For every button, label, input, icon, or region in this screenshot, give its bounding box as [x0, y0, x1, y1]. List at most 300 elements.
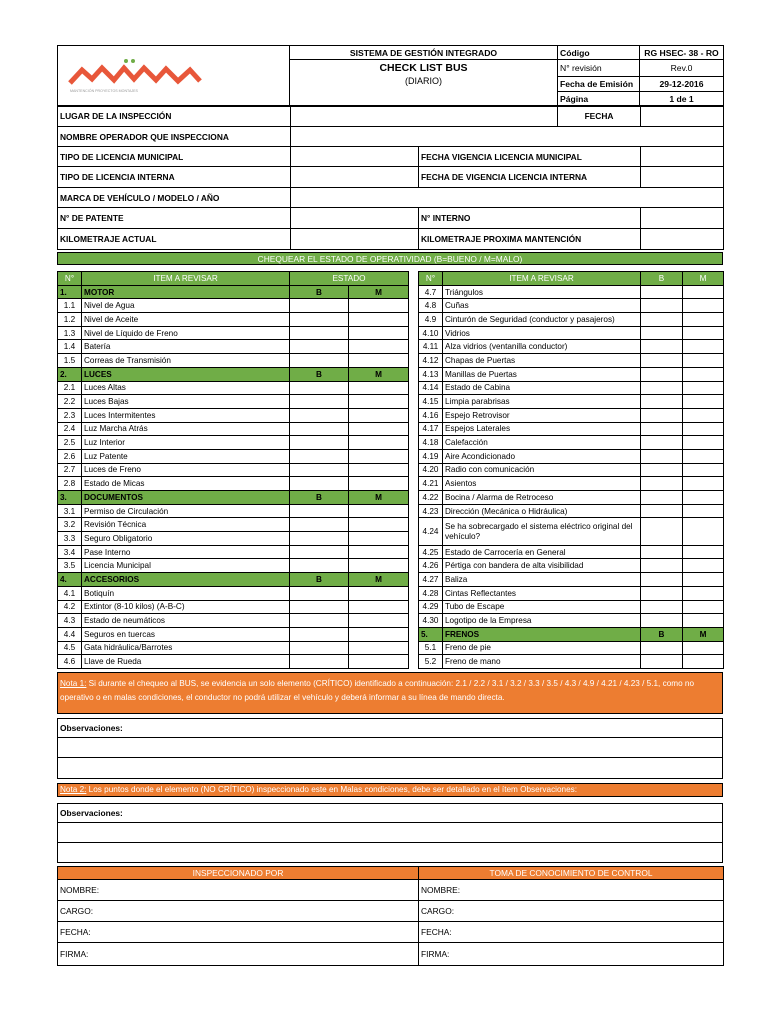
item-number: 4.17: [419, 422, 443, 436]
field-cargo-right[interactable]: CARGO:: [419, 901, 724, 922]
section-m-label: M: [349, 285, 409, 299]
check-b-cell[interactable]: [641, 285, 683, 299]
check-b-cell[interactable]: [641, 367, 683, 381]
check-b-cell[interactable]: [290, 518, 349, 532]
checklist-row: [58, 422, 409, 436]
checklist-row: [419, 299, 724, 313]
check-m-cell[interactable]: [683, 559, 724, 573]
check-m-cell[interactable]: [683, 326, 724, 340]
item-number: 4.19: [419, 449, 443, 463]
check-m-cell[interactable]: [683, 422, 724, 436]
check-b-cell[interactable]: [290, 627, 349, 641]
checklist-row: [419, 518, 724, 545]
col-estado-header: ESTADO: [290, 272, 409, 286]
field-firma-left[interactable]: FIRMA:: [58, 943, 419, 966]
item-number: 2.2: [58, 395, 82, 409]
item-number: 4.29: [419, 600, 443, 614]
checklist-row: [419, 463, 724, 477]
check-b-cell[interactable]: [290, 449, 349, 463]
item-number: 4.2: [58, 600, 82, 614]
col-item-header: ITEM A REVISAR: [443, 272, 641, 286]
check-b-cell[interactable]: [641, 395, 683, 409]
check-m-cell[interactable]: [349, 600, 409, 614]
section-row: [58, 367, 409, 381]
check-b-cell[interactable]: [290, 408, 349, 422]
field-fecha[interactable]: [641, 106, 724, 127]
checklist-row: [419, 614, 724, 628]
item-number: 4.8: [419, 299, 443, 313]
label-fecha: FECHA: [558, 106, 641, 127]
item-number: 1.2: [58, 313, 82, 327]
field-operador[interactable]: [291, 127, 724, 147]
meta-label: Fecha de Emisión: [558, 77, 640, 92]
check-m-cell[interactable]: [683, 614, 724, 628]
check-b-cell[interactable]: [641, 449, 683, 463]
field-vig-interna[interactable]: [641, 167, 724, 188]
item-label: Llave de Rueda: [82, 655, 290, 669]
label-vig-municipal: FECHA VIGENCIA LICENCIA MUNICIPAL: [419, 147, 641, 167]
check-m-cell[interactable]: [683, 504, 724, 518]
check-b-cell[interactable]: [641, 641, 683, 655]
section-b-label: B: [290, 285, 349, 299]
checklist-row: [58, 545, 409, 559]
item-number: 4.22: [419, 491, 443, 505]
checklist-row: [58, 326, 409, 340]
item-number: 4.1: [58, 586, 82, 600]
item-number: 2.6: [58, 449, 82, 463]
check-m-cell[interactable]: [349, 504, 409, 518]
col-item-header: ITEM A REVISAR: [82, 272, 290, 286]
check-b-cell[interactable]: [641, 573, 683, 587]
check-m-cell[interactable]: [683, 491, 724, 505]
field-cargo-left[interactable]: CARGO:: [58, 901, 419, 922]
label-patente: N° DE PATENTE: [58, 208, 291, 229]
item-number: 4.7: [419, 285, 443, 299]
check-m-cell[interactable]: [349, 463, 409, 477]
check-m-cell[interactable]: [683, 340, 724, 354]
nota-1-text: Si durante el chequeo al BUS, se evidencia un solo elemento (CRÍTICO) identificado a continuación: 2.1 / 2.2 / 3.1 / 3.2 / 3.3 / 3.5 / 4.3 / 4.9 / 4.21 / 4.23 / 5.1, como no operativo o en malas condiciones, el conductor no podrá utilizar el vehículo y deberá informar a su línea de mando directa.: [60, 679, 695, 702]
item-number: 4.9: [419, 313, 443, 327]
item-label: Extintor (8-10 kilos) (A-B-C): [82, 600, 290, 614]
check-b-cell[interactable]: [641, 340, 683, 354]
item-number: 2.5: [58, 436, 82, 450]
check-b-cell[interactable]: [641, 463, 683, 477]
check-b-cell[interactable]: [290, 422, 349, 436]
item-number: 4.6: [58, 655, 82, 669]
item-number: 1.4: [58, 340, 82, 354]
item-label: Seguro Obligatorio: [82, 532, 290, 546]
check-b-cell[interactable]: [641, 313, 683, 327]
item-label: Permiso de Circulación: [82, 504, 290, 518]
item-number: 5.2: [419, 655, 443, 669]
col-b-header: B: [641, 272, 683, 286]
section-m-label: M: [349, 573, 409, 587]
checklist-row: [419, 641, 724, 655]
field-fecha-left[interactable]: FECHA:: [58, 922, 419, 943]
item-number: 2.1: [58, 381, 82, 395]
observaciones-line[interactable]: [58, 738, 723, 758]
field-fecha-right[interactable]: FECHA:: [419, 922, 724, 943]
checklist-row: [419, 655, 724, 669]
item-label: Estado de Cabina: [443, 381, 641, 395]
check-m-cell[interactable]: [683, 477, 724, 491]
check-m-cell[interactable]: [683, 299, 724, 313]
check-m-cell[interactable]: [349, 586, 409, 600]
section-b-label: B: [641, 627, 683, 641]
check-m-cell[interactable]: [349, 641, 409, 655]
item-label: Luces de Freno: [82, 463, 290, 477]
field-km-prox[interactable]: [641, 229, 724, 250]
check-b-cell[interactable]: [290, 340, 349, 354]
check-b-cell[interactable]: [641, 299, 683, 313]
check-m-cell[interactable]: [683, 395, 724, 409]
check-m-cell[interactable]: [683, 436, 724, 450]
checklist-row: [58, 559, 409, 573]
check-m-cell[interactable]: [349, 627, 409, 641]
check-b-cell[interactable]: [290, 395, 349, 409]
check-m-cell[interactable]: [683, 313, 724, 327]
item-label: Luces Bajas: [82, 395, 290, 409]
col-m-header: M: [683, 272, 724, 286]
field-marca[interactable]: [291, 188, 724, 208]
nota-2: [57, 783, 723, 797]
check-b-cell[interactable]: [290, 614, 349, 628]
checklist-row: [58, 313, 409, 327]
field-patente[interactable]: [291, 208, 419, 229]
observaciones-line[interactable]: [58, 823, 723, 843]
section-name: FRENOS: [443, 627, 641, 641]
check-m-cell[interactable]: [683, 600, 724, 614]
check-m-cell[interactable]: [349, 354, 409, 368]
item-number: 4.18: [419, 436, 443, 450]
item-label: Luz Patente: [82, 449, 290, 463]
item-number: 3.1: [58, 504, 82, 518]
doc-title-cell: [290, 60, 558, 107]
checklist-row: [58, 504, 409, 518]
check-b-cell[interactable]: [641, 504, 683, 518]
check-b-cell[interactable]: [641, 655, 683, 669]
field-vig-municipal[interactable]: [641, 147, 724, 167]
check-m-cell[interactable]: [683, 573, 724, 587]
check-m-cell[interactable]: [349, 436, 409, 450]
section-number: 2.: [58, 367, 82, 381]
check-b-cell[interactable]: [290, 655, 349, 669]
checklist-row: [58, 395, 409, 409]
doc-subtitle: (DIARIO): [405, 76, 442, 86]
observaciones-line[interactable]: [58, 843, 723, 863]
check-b-cell[interactable]: [641, 408, 683, 422]
item-label: Correas de Transmisión: [82, 354, 290, 368]
check-b-cell[interactable]: [290, 545, 349, 559]
checklist-row: [419, 395, 724, 409]
checklist-row: [58, 449, 409, 463]
item-number: 2.3: [58, 408, 82, 422]
check-m-cell[interactable]: [683, 367, 724, 381]
item-label: Luz Marcha Atrás: [82, 422, 290, 436]
meta-value: 1 de 1: [640, 92, 724, 107]
item-number: 1.1: [58, 299, 82, 313]
section-number: 1.: [58, 285, 82, 299]
check-m-cell[interactable]: [349, 655, 409, 669]
item-label: Radio con comunicación: [443, 463, 641, 477]
check-b-cell[interactable]: [641, 422, 683, 436]
item-number: 4.25: [419, 545, 443, 559]
checklist-row: [419, 285, 724, 299]
check-m-cell[interactable]: [349, 532, 409, 546]
right-checklist: [418, 271, 724, 669]
section-row: [58, 573, 409, 587]
section-m-label: M: [349, 367, 409, 381]
checklist-row: [58, 354, 409, 368]
check-b-cell[interactable]: [290, 299, 349, 313]
checklist-row: [58, 436, 409, 450]
check-b-cell[interactable]: [290, 586, 349, 600]
check-b-cell[interactable]: [641, 491, 683, 505]
system-title: SISTEMA DE GESTIÓN INTEGRADO: [290, 46, 558, 60]
checklist-row: [419, 408, 724, 422]
item-label: Estado de neumáticos: [82, 614, 290, 628]
checklist-row: [419, 559, 724, 573]
logo-tagline: MANTENCIÓN PROYECTOS MONTAJES: [70, 89, 138, 93]
label-lic-interna: TIPO DE LICENCIA INTERNA: [58, 167, 291, 188]
observaciones-2: [57, 803, 723, 863]
checklist-row: [419, 367, 724, 381]
field-nombre-left[interactable]: NOMBRE:: [58, 880, 419, 901]
check-b-cell[interactable]: [290, 532, 349, 546]
check-b-cell[interactable]: [290, 313, 349, 327]
company-logo: [58, 46, 290, 104]
check-m-cell[interactable]: [683, 408, 724, 422]
field-lic-municipal[interactable]: [291, 147, 419, 167]
label-vig-interna: FECHA DE VIGENCIA LICENCIA INTERNA: [419, 167, 641, 188]
item-label: Cinturón de Seguridad (conductor y pasajeros): [443, 313, 641, 327]
item-label: Nivel de Líquido de Freno: [82, 326, 290, 340]
checklist-row: [58, 381, 409, 395]
observaciones-label: Observaciones:: [58, 804, 723, 823]
item-label: Estado de Micas: [82, 477, 290, 491]
item-label: Bocina / Alarma de Retroceso: [443, 491, 641, 505]
check-b-cell[interactable]: [641, 381, 683, 395]
checklist-row: [58, 408, 409, 422]
item-number: 4.4: [58, 627, 82, 641]
field-nombre-right[interactable]: NOMBRE:: [419, 880, 724, 901]
item-number: 4.24: [419, 518, 443, 545]
section-m-label: M: [349, 491, 409, 505]
check-b-cell[interactable]: [290, 354, 349, 368]
checklist-row: [419, 586, 724, 600]
item-number: 4.21: [419, 477, 443, 491]
inspeccionado-title: INSPECCIONADO POR: [58, 867, 419, 880]
item-number: 5.1: [419, 641, 443, 655]
field-km-actual[interactable]: [291, 229, 419, 250]
check-b-cell[interactable]: [290, 600, 349, 614]
logo-cell: [58, 46, 290, 107]
check-m-cell[interactable]: [349, 299, 409, 313]
checklist-row: [419, 381, 724, 395]
item-number: 3.3: [58, 532, 82, 546]
checklist-row: [419, 504, 724, 518]
check-b-cell[interactable]: [641, 518, 683, 545]
check-b-cell[interactable]: [641, 354, 683, 368]
check-b-cell[interactable]: [290, 326, 349, 340]
field-interno[interactable]: [641, 208, 724, 229]
check-b-cell[interactable]: [641, 545, 683, 559]
check-b-cell[interactable]: [290, 641, 349, 655]
item-label: Logotipo de la Empresa: [443, 614, 641, 628]
info-grid: [57, 105, 724, 250]
observaciones-label: Observaciones:: [58, 719, 723, 738]
checklist-row: [58, 532, 409, 546]
item-label: Botiquín: [82, 586, 290, 600]
checklist-row: [58, 655, 409, 669]
item-number: 3.4: [58, 545, 82, 559]
toma-conocimiento-title: TOMA DE CONOCIMIENTO DE CONTROL: [419, 867, 724, 880]
item-label: Vidrios: [443, 326, 641, 340]
header-table: [57, 45, 724, 107]
section-name: ACCESORIOS: [82, 573, 290, 587]
section-b-label: B: [290, 367, 349, 381]
check-m-cell[interactable]: [683, 463, 724, 477]
check-m-cell[interactable]: [683, 285, 724, 299]
check-m-cell[interactable]: [349, 477, 409, 491]
section-name: MOTOR: [82, 285, 290, 299]
check-b-cell[interactable]: [641, 586, 683, 600]
checklist-row: [419, 422, 724, 436]
check-b-cell[interactable]: [641, 436, 683, 450]
check-m-cell[interactable]: [683, 641, 724, 655]
item-label: Tubo de Escape: [443, 600, 641, 614]
item-number: 2.4: [58, 422, 82, 436]
observaciones-line[interactable]: [58, 758, 723, 779]
check-b-cell[interactable]: [290, 477, 349, 491]
check-b-cell[interactable]: [290, 436, 349, 450]
item-label: Batería: [82, 340, 290, 354]
check-m-cell[interactable]: [349, 449, 409, 463]
item-number: 4.13: [419, 367, 443, 381]
check-b-cell[interactable]: [641, 614, 683, 628]
check-m-cell[interactable]: [349, 381, 409, 395]
check-m-cell[interactable]: [683, 449, 724, 463]
check-m-cell[interactable]: [349, 395, 409, 409]
check-b-cell[interactable]: [641, 477, 683, 491]
check-b-cell[interactable]: [641, 326, 683, 340]
signatures-table: [57, 866, 724, 966]
label-operador: NOMBRE OPERADOR QUE INSPECCIONA: [58, 127, 291, 147]
check-m-cell[interactable]: [349, 340, 409, 354]
item-number: 4.27: [419, 573, 443, 587]
check-title: CHEQUEAR EL ESTADO DE OPERATIVIDAD (B=BUENO / M=MALO): [57, 252, 723, 265]
item-number: 4.11: [419, 340, 443, 354]
item-label: Seguros en tuercas: [82, 627, 290, 641]
section-name: LUCES: [82, 367, 290, 381]
item-label: Espejos Laterales: [443, 422, 641, 436]
checklist-row: [58, 518, 409, 532]
check-b-cell[interactable]: [290, 504, 349, 518]
check-m-cell[interactable]: [349, 422, 409, 436]
item-label: Dirección (Mecánica o Hidráulica): [443, 504, 641, 518]
checklist-row: [419, 354, 724, 368]
check-m-cell[interactable]: [683, 545, 724, 559]
section-row: [58, 285, 409, 299]
field-lic-interna[interactable]: [291, 167, 419, 188]
section-b-label: B: [290, 491, 349, 505]
check-b-cell[interactable]: [641, 559, 683, 573]
item-label: Chapas de Puertas: [443, 354, 641, 368]
check-m-cell[interactable]: [683, 354, 724, 368]
meta-value: 29-12-2016: [640, 77, 724, 92]
check-m-cell[interactable]: [349, 408, 409, 422]
col-n-header: N°: [58, 272, 82, 286]
check-m-cell[interactable]: [683, 586, 724, 600]
field-lugar[interactable]: [291, 106, 558, 127]
item-number: 1.5: [58, 354, 82, 368]
label-lic-municipal: TIPO DE LICENCIA MUNICIPAL: [58, 147, 291, 167]
check-b-cell[interactable]: [290, 463, 349, 477]
check-m-cell[interactable]: [683, 518, 724, 545]
item-number: 4.15: [419, 395, 443, 409]
check-m-cell[interactable]: [349, 518, 409, 532]
check-m-cell[interactable]: [349, 313, 409, 327]
checklist-row: [58, 463, 409, 477]
item-label: Baliza: [443, 573, 641, 587]
section-number: 4.: [58, 573, 82, 587]
item-label: Nivel de Aceite: [82, 313, 290, 327]
nota-1-label: Nota 1:: [60, 679, 87, 688]
check-m-cell[interactable]: [349, 545, 409, 559]
checklist-row: [58, 477, 409, 491]
check-m-cell[interactable]: [683, 381, 724, 395]
check-m-cell[interactable]: [349, 614, 409, 628]
item-label: Pértiga con bandera de alta visibilidad: [443, 559, 641, 573]
item-label: Limpia parabrisas: [443, 395, 641, 409]
checklist-row: [419, 477, 724, 491]
checklist-row: [419, 326, 724, 340]
meta-value: Rev.0: [640, 60, 724, 77]
nota-2-text: Los puntos donde el elemento (NO CRÍTICO) inspeccionado este en Malas condiciones, debe ser detallado en el ítem Observaciones:: [86, 785, 578, 794]
checklist-row: [419, 600, 724, 614]
checklist-row: [58, 614, 409, 628]
check-m-cell[interactable]: [683, 655, 724, 669]
nota-1: [57, 672, 723, 714]
item-label: Freno de pie: [443, 641, 641, 655]
check-m-cell[interactable]: [349, 559, 409, 573]
label-km-actual: KILOMETRAJE ACTUAL: [58, 229, 291, 250]
item-label: Calefacción: [443, 436, 641, 450]
item-number: 1.3: [58, 326, 82, 340]
checklist-row: [58, 600, 409, 614]
item-number: 4.5: [58, 641, 82, 655]
field-firma-right[interactable]: FIRMA:: [419, 943, 724, 966]
item-label: Se ha sobrecargado el sistema eléctrico original del vehículo?: [443, 518, 641, 545]
section-row: [419, 627, 724, 641]
checklist-row: [58, 627, 409, 641]
check-m-cell[interactable]: [349, 326, 409, 340]
meta-label: Código: [558, 46, 640, 60]
item-label: Luces Intermitentes: [82, 408, 290, 422]
meta-label: N° revisión: [558, 60, 640, 77]
check-b-cell[interactable]: [290, 381, 349, 395]
check-b-cell[interactable]: [290, 559, 349, 573]
check-b-cell[interactable]: [641, 600, 683, 614]
item-label: Alza vidrios (ventanilla conductor): [443, 340, 641, 354]
checklist-row: [419, 573, 724, 587]
item-label: Nivel de Agua: [82, 299, 290, 313]
checklist-row: [419, 340, 724, 354]
section-m-label: M: [683, 627, 724, 641]
section-row: [58, 491, 409, 505]
section-b-label: B: [290, 573, 349, 587]
item-number: 4.20: [419, 463, 443, 477]
